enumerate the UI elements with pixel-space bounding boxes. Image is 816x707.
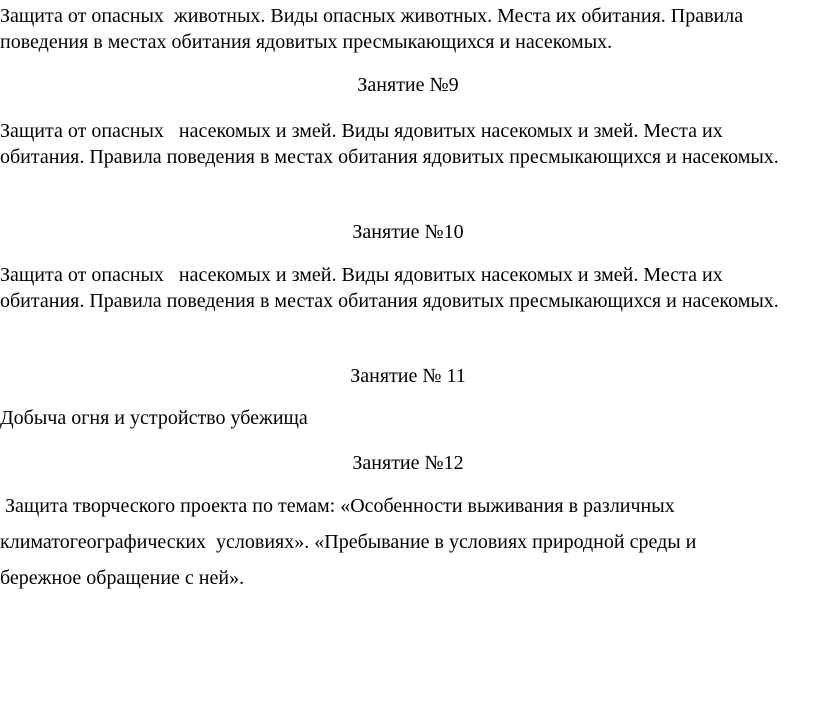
- lesson-9-text: Защита от опасных насекомых и змей. Виды ядовитых насекомых и змей. Места их обитания. Правила поведения в местах обитания ядовитых пресмыкающихся и насекомых.: [0, 120, 779, 168]
- lesson-11-text: Добыча огня и устройство убежища: [0, 407, 308, 429]
- lesson-9-heading: Занятие №9: [357, 74, 459, 96]
- lesson-10-heading: Занятие №10: [352, 221, 464, 243]
- lesson-12-text: Защита творческого проекта по темам: «Особенности выживания в различных климатогеографических условиях». «Пребывание в условиях природной среды и бережное обращение с ней».: [0, 495, 702, 589]
- intro-paragraph: Защита от опасных животных. Виды опасных животных. Места их обитания. Правила поведения в местах обитания ядовитых пресмыкающихся и насекомых.: [0, 5, 749, 53]
- lesson-12-heading: Занятие №12: [352, 452, 464, 474]
- lesson-10-text: Защита от опасных насекомых и змей. Виды ядовитых насекомых и змей. Места их обитания. Правила поведения в местах обитания ядовитых пресмыкающихся и насекомых.: [0, 264, 779, 312]
- lesson-11-heading: Занятие № 11: [350, 365, 466, 387]
